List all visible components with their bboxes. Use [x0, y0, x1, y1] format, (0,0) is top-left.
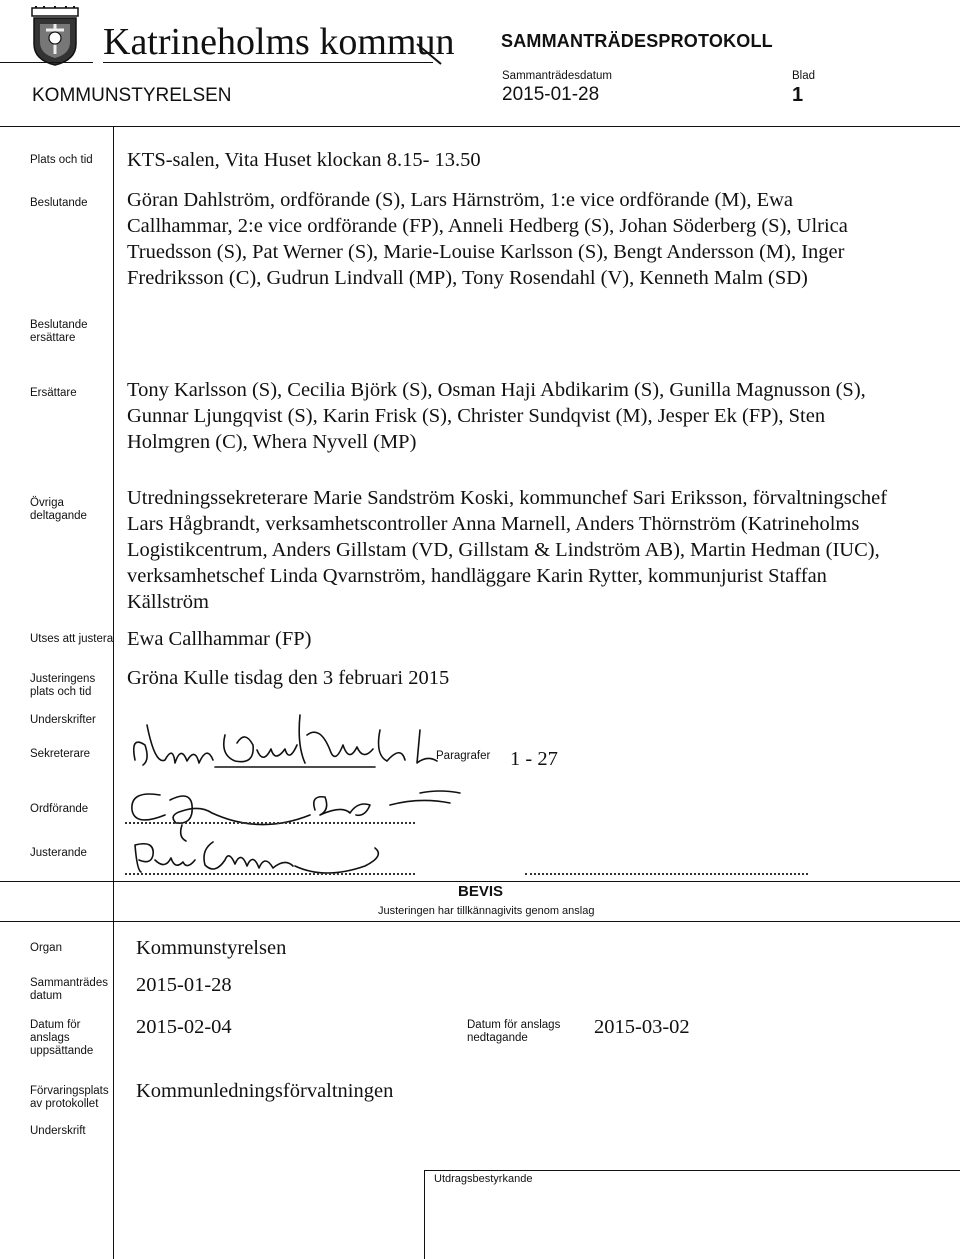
uppsattande-label-line: uppsättande — [30, 1045, 94, 1057]
utdragsbestyrkande-label: Utdragsbestyrkande — [434, 1173, 533, 1185]
beslutande-line: Callhammar, 2:e vice ordförande (FP), Anneli Hedberg (S), Johan Söderberg (S), Ulrica — [127, 215, 848, 237]
sekreterare-label: Sekreterare — [30, 748, 91, 760]
paragrafer-value: 1 - 27 — [510, 748, 558, 770]
justeringens-label — [30, 673, 95, 699]
underskrift-label: Underskrift — [30, 1125, 86, 1137]
meeting-date-label: Sammanträdesdatum — [502, 70, 612, 82]
nedtagande-value: 2015-03-02 — [594, 1016, 690, 1038]
justerande-label: Justerande — [30, 847, 87, 859]
municipality-underline — [103, 62, 433, 63]
ersattare-label: Ersättare — [30, 387, 77, 399]
utdragsbestyrkande-divider — [424, 1170, 425, 1259]
ersattare-line: Holmgren (C), Whera Nyvell (MP) — [127, 431, 417, 453]
uppsattande-label — [30, 1019, 93, 1058]
ordforande-signature-line — [125, 822, 415, 824]
justerande-signature-line — [125, 873, 415, 875]
forvaringsplats-label — [30, 1085, 109, 1111]
page-label: Blad — [792, 70, 816, 82]
justeringens-label-line: plats och tid — [30, 686, 92, 698]
ovriga-list — [127, 485, 887, 615]
ovriga-line: Källström — [127, 591, 209, 613]
sekreterare-signature — [125, 705, 465, 775]
ovriga-label-line: Övriga — [30, 497, 64, 509]
body-name: KOMMUNSTYRELSEN — [32, 85, 232, 106]
beslutande-ersattare-label-line: ersättare — [30, 332, 76, 344]
forvaringsplats-value: Kommunledningsförvaltningen — [136, 1080, 394, 1102]
sammantrades-label — [30, 977, 108, 1003]
ersattare-line: Tony Karlsson (S), Cecilia Björk (S), Osman Haji Abdikarim (S), Gunilla Magnusson (S), — [127, 379, 866, 401]
protocol-title: SAMMANTRÄDESPROTOKOLL — [501, 31, 773, 51]
ovriga-line: Logistikcentrum, Anders Gillstam (VD, Gillstam & Lindström AB), Martin Hedman (IUC), — [127, 539, 880, 561]
sammantrades-label-line: datum — [30, 990, 62, 1002]
utses-value: Ewa Callhammar (FP) — [127, 628, 312, 650]
bevis-subtitle: Justeringen har tillkännagivits genom anslag — [378, 905, 595, 917]
nedtagande-label — [467, 1019, 560, 1045]
sammantrades-value: 2015-01-28 — [136, 974, 232, 996]
municipal-crest — [30, 6, 80, 66]
nedtagande-label-line: Datum för anslags — [467, 1019, 561, 1031]
justeringens-label-line: Justeringens — [30, 673, 96, 685]
forvaringsplats-label-line: av protokollet — [30, 1098, 99, 1110]
page-number: 1 — [792, 84, 804, 106]
bevis-bottom-rule — [0, 921, 960, 922]
nedtagande-label-line: nedtagande — [467, 1032, 528, 1044]
organ-value: Kommunstyrelsen — [136, 937, 287, 959]
beslutande-line: Truedsson (S), Pat Werner (S), Marie-Louise Karlsson (S), Bengt Andersson (M), Inger — [127, 241, 845, 263]
ovriga-line: verksamhetschef Linda Qvarnström, handläggare Karin Rytter, kommunjurist Staffan — [127, 565, 827, 587]
beslutande-line: Göran Dahlström, ordförande (S), Lars Härnström, 1:e vice ordförande (M), Ewa — [127, 189, 794, 211]
justerande-second-signature-line — [525, 873, 808, 875]
utdragsbestyrkande-rule — [424, 1170, 960, 1171]
frame-top — [0, 126, 960, 127]
bevis-title: BEVIS — [458, 883, 504, 900]
uppsattande-value: 2015-02-04 — [136, 1016, 232, 1038]
header-swash — [415, 40, 445, 68]
paragrafer-label: Paragrafer — [436, 750, 491, 762]
header-rule — [0, 62, 93, 63]
beslutande-ersattare-label — [30, 319, 88, 345]
sammantrades-label-line: Sammanträdes — [30, 977, 108, 989]
uppsattande-label-line: anslags — [30, 1032, 70, 1044]
justeringens-value: Gröna Kulle tisdag den 3 februari 2015 — [127, 667, 450, 689]
underskrifter-label: Underskrifter — [30, 714, 96, 726]
beslutande-list — [127, 187, 848, 291]
utses-label: Utses att justera — [30, 633, 114, 645]
ovriga-line: Utredningssekreterare Marie Sandström Koski, kommunchef Sari Eriksson, förvaltningschef — [127, 487, 888, 509]
plats-value: KTS-salen, Vita Huset klockan 8.15- 13.50 — [127, 149, 481, 171]
bevis-divider — [0, 881, 960, 882]
municipality-name: Katrineholms kommun — [103, 21, 455, 63]
ersattare-line: Gunnar Ljungqvist (S), Karin Frisk (S), Christer Sundqvist (M), Jesper Ek (FP), Sten — [127, 405, 826, 427]
beslutande-label: Beslutande — [30, 197, 88, 209]
ovriga-line: Lars Hågbrandt, verksamhetscontroller Anna Marnell, Anders Thörnström (Katrineholms — [127, 513, 860, 535]
ordforande-label: Ordförande — [30, 803, 89, 815]
uppsattande-label-line: Datum för — [30, 1019, 81, 1031]
label-column-divider — [113, 126, 114, 1259]
ovriga-label-line: deltagande — [30, 510, 87, 522]
beslutande-ersattare-label-line: Beslutande — [30, 319, 88, 331]
beslutande-line: Fredriksson (C), Gudrun Lindvall (MP), Tony Rosendahl (V), Kenneth Malm (SD) — [127, 267, 808, 289]
organ-label: Organ — [30, 942, 62, 954]
plats-label: Plats och tid — [30, 154, 93, 166]
ersattare-list — [127, 377, 866, 455]
forvaringsplats-label-line: Förvaringsplats — [30, 1085, 109, 1097]
meeting-date: 2015-01-28 — [502, 84, 600, 105]
ovriga-label — [30, 497, 87, 523]
